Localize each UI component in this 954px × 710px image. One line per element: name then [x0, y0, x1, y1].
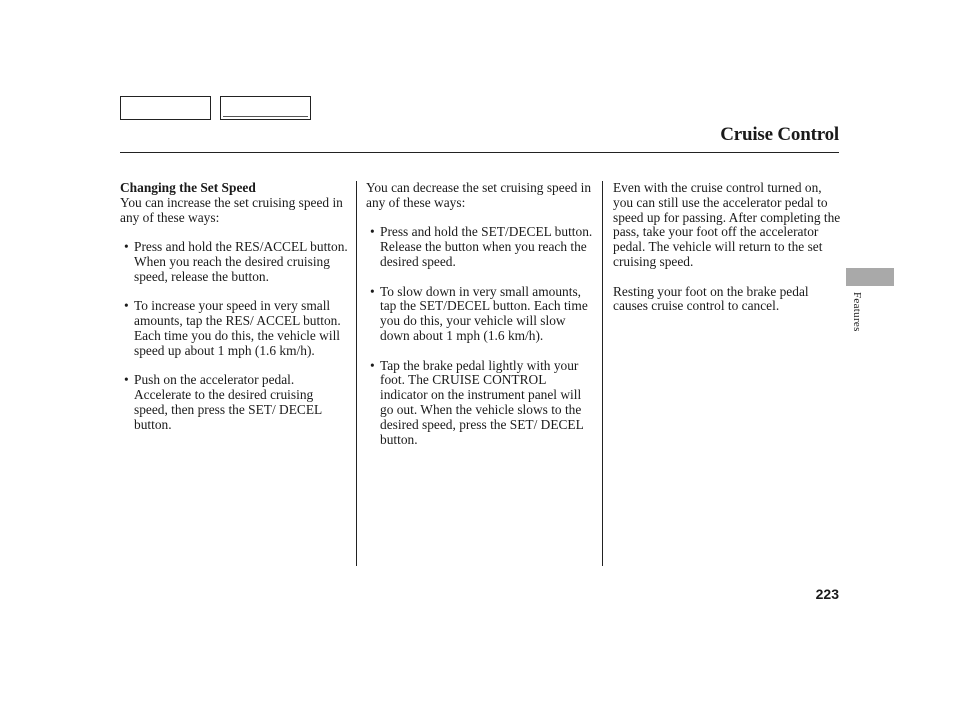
page-number: 223: [815, 586, 839, 602]
title-rule: [120, 152, 839, 153]
list-item-text: Press and hold the RES/ACCEL button. When you reach the desired cruising speed, release the button.: [134, 239, 348, 284]
column-divider-left: [356, 181, 357, 566]
left-intro: You can increase the set cruising speed in any of these ways:: [120, 194, 343, 225]
list-item-text: Push on the accelerator pedal. Accelerate to the desired cruising speed, then press the SET/ DECEL button.: [134, 372, 322, 432]
section-tab-label: Features: [851, 292, 863, 332]
bullet-icon: •: [124, 372, 129, 388]
left-column: [120, 181, 348, 433]
column-divider-right: [602, 181, 603, 566]
list-item-text: To increase your speed in very small amounts, tap the RES/ ACCEL button. Each time you do this, the vehicle will speed up about 1 mph (1.6 km/h).: [134, 298, 341, 358]
list-item: [366, 285, 594, 344]
list-item: [120, 299, 348, 358]
list-item: [366, 359, 594, 448]
page-title: Cruise Control: [720, 124, 839, 145]
section-subheading: Changing the Set Speed: [120, 180, 256, 195]
list-item: [120, 240, 348, 284]
list-item: [366, 225, 594, 269]
middle-column: [366, 181, 594, 447]
list-item: [120, 373, 348, 432]
middle-intro: You can decrease the set cruising speed in any of these ways:: [366, 180, 592, 210]
next-page-button[interactable]: [220, 96, 311, 120]
list-item-text: Press and hold the SET/DECEL button. Release the button when you reach the desired speed.: [380, 224, 593, 269]
right-column: [613, 181, 841, 314]
bullet-icon: •: [370, 357, 375, 373]
bullet-icon: •: [370, 224, 375, 240]
bullet-icon: •: [124, 239, 129, 255]
right-paragraph: Resting your foot on the brake pedal causes cruise control to cancel.: [613, 283, 809, 314]
list-item-text: Tap the brake pedal lightly with your foot. The CRUISE CONTROL indicator on the instrument panel will go out. When the vehicle slows to the desired speed, press the SET/ DECEL button.: [380, 357, 584, 447]
section-tab: [846, 268, 894, 286]
previous-page-button[interactable]: [120, 96, 211, 120]
right-paragraph: Even with the cruise control turned on, you can still use the accelerator pedal to speed up for passing. After completing the pass, take your foot off the accelerator pedal. The vehicle will return to the set cruising speed.: [613, 180, 841, 269]
bullet-icon: •: [370, 283, 375, 299]
bullet-icon: •: [124, 298, 129, 314]
list-item-text: To slow down in very small amounts, tap the SET/DECEL button. Each time you do this, your vehicle will slow down about 1 mph (1.6 km/h).: [380, 283, 588, 343]
